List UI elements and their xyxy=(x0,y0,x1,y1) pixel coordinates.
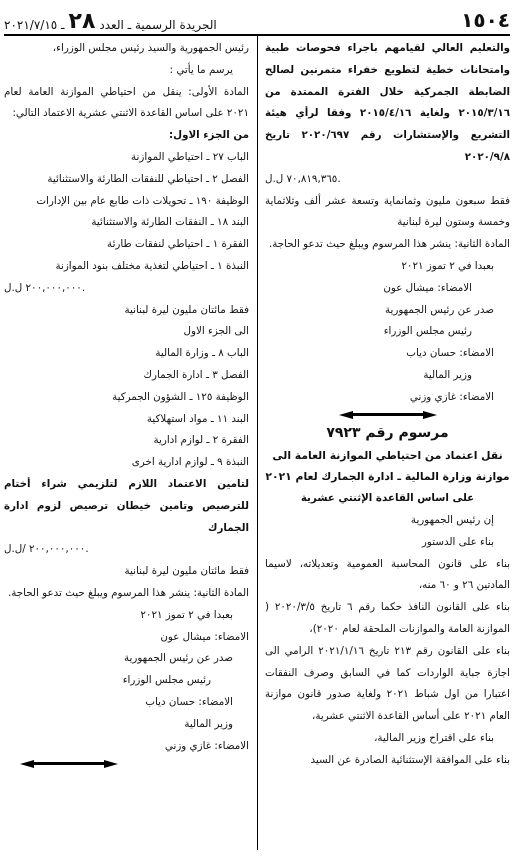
budget-line: البند ١١ ـ مواد استهلاكية xyxy=(146,412,249,425)
article-2: المادة الثانية: ينشر هذا المرسوم ويبلغ حيث تدعو الحاجة. xyxy=(7,586,249,599)
column-divider xyxy=(257,36,258,850)
budget-line: الى الجزء الاول xyxy=(183,325,249,338)
budget-line: الوظيفة ١٩٠ ـ تحويلات ذات طابع عام بين الإدارات xyxy=(36,194,249,207)
left-column xyxy=(4,38,249,852)
budget-line: الفصل ٢ ـ احتياطي للنفقات الطارئة والاستثنائية xyxy=(47,172,249,185)
budget-line: الوظيفة ١٢٥ ـ الشؤون الجمركية xyxy=(112,390,249,403)
budget-line: الباب ٢٧ ـ احتياطي الموازنة xyxy=(131,150,249,163)
decree-intro: والتعليم العالي لقيامهم باجراء فحوصات طبية وامتحانات خطية لتطويع خفراء متمرنين لصالح الضابطة الجمركية خلال الفترة الممتدة من ٢٠١٥/٣/١٦ ولغاية ٢٠١٥/٤/١٦ وفقا لرأي هيئة التشريع والإستشارات رقم ٢٠٢٠/٦٩٧ تاريخ ٢٠٢٠/٩/٨ xyxy=(265,42,510,163)
opening: رئيس الجمهورية والسيد رئيس مجلس الوزراء، xyxy=(52,42,249,54)
article-1: المادة الأولى: ينقل من احتياطي الموازنة العامة لعام ٢٠٢١ على اساس القاعدة الاثنتي عشرية الاعتماد التالي: xyxy=(4,85,249,120)
budget-line: الباب ٨ ـ وزارة المالية xyxy=(155,347,249,360)
amount-words: فقط سبعون مليون وثمانماية وتسعة عشر ألف وثلاثماية وخمسة وستون ليرة لبنانية xyxy=(265,194,510,229)
budget-line: الفقرة ٢ ـ لوازم ادارية xyxy=(153,434,249,447)
issue-number: ٢٨ xyxy=(68,9,96,34)
purpose: لتامين الاعتماد اللازم لتلزيمي شراء أختام للترصيص وتامين خيطان ترصيص لزوم ادارة الجمارك xyxy=(4,477,249,534)
gazette-title: الجريدة الرسمية ـ العدد xyxy=(99,18,217,32)
issued-by: صدر عن رئيس الجمهورية xyxy=(123,652,233,665)
amount-2: ٢٠٠,٠٠٠,٠٠٠ /ل.ل. xyxy=(4,543,89,556)
decree-basis: على اساس القاعدة الإثنتي عشرية xyxy=(300,492,475,505)
budget-line: النبذة ١ ـ احتياطي لتغذية مختلف بنود الموازنة xyxy=(55,259,249,272)
budget-line: الفصل ٣ ـ ادارة الجمارك xyxy=(143,368,249,381)
budget-line: الفقرة ١ ـ احتياطي لنفقات طارئة xyxy=(107,238,249,251)
fm-title: وزير المالية xyxy=(423,368,472,381)
amount-1-words: فقط مائتان مليون ليرة لبنانية xyxy=(124,303,249,316)
issue-date: ـ ٢٠٢١/٧/١٥ xyxy=(4,18,65,32)
amount-1: ٢٠٠,٠٠٠,٠٠٠ ل.ل. xyxy=(4,281,86,294)
decrees-line: يرسم ما يأتي : xyxy=(169,63,233,76)
section-separator xyxy=(265,409,510,421)
preamble-constitution: بناء على الدستور xyxy=(421,535,494,548)
pm-signature: الامضاء: حسان دياب xyxy=(406,347,494,360)
preamble-proposal: بناء على اقتراح وزير المالية، xyxy=(374,731,494,744)
president-signature: الامضاء: ميشال عون xyxy=(383,281,472,294)
amount: ٧٠,٨١٩,٣٦٥ ل.ل. xyxy=(265,172,341,185)
preamble-law6: بناء على القانون النافذ حكما رقم ٦ تاريخ ٢٠٢٠/٣/٥ ( الموازنة العامة والموازنات الملحقة لعام ٢٠٢٠)، xyxy=(265,601,510,635)
pm-signature: الامضاء: حسان دياب xyxy=(145,695,233,708)
preamble-approval: بناء على الموافقة الإستثنائية الصادرة عن السيد xyxy=(310,753,510,766)
date-line: بعبدا في ٢ تموز ٢٠٢١ xyxy=(140,608,233,621)
fm-title: وزير المالية xyxy=(184,717,233,730)
preamble-law213: بناء على القانون رقم ٢١٣ تاريخ ٢٠٢١/١/١٦ الرامي الى اجازة جباية الواردات كما في السابق وصرف النفقات اعتبارا من اول شباط ٢٠٢١ ولغاية صدور قانون موازنة العام ٢٠٢١ على أساس القاعدة الاثنتي عشرية، xyxy=(265,644,510,723)
pm-title: رئيس مجلس الوزراء xyxy=(383,325,472,338)
fm-signature: الامضاء: غازي وزني xyxy=(164,739,249,752)
pm-title: رئيس مجلس الوزراء xyxy=(122,674,211,687)
budget-line: البند ١٨ ـ النفقات الطارئة والاستثنائية xyxy=(91,216,249,229)
budget-line: النبذة ٩ ـ لوازم ادارية اخرى xyxy=(131,456,249,469)
decree-number: مرسوم رقم ٧٩٢٣ xyxy=(326,424,449,441)
section-separator xyxy=(4,757,249,769)
page-header xyxy=(4,4,510,36)
president-signature: الامضاء: ميشال عون xyxy=(160,630,249,643)
date-line: بعبدا في ٢ تموز ٢٠٢١ xyxy=(401,259,494,272)
gazette-masthead xyxy=(4,9,217,34)
amount-2-words: فقط مائتان مليون ليرة لبنانية xyxy=(124,565,249,578)
president-intro: إن رئيس الجمهورية xyxy=(410,513,494,526)
right-column xyxy=(265,38,510,852)
issued-by: صدر عن رئيس الجمهورية xyxy=(384,303,494,316)
page-number: ١٥٠٤ xyxy=(461,8,510,32)
article-2: المادة الثانية: ينشر هذا المرسوم ويبلغ حيث تدعو الحاجة. xyxy=(268,238,510,251)
preamble-accounting: بناء على قانون المحاسبة العمومية وتعديلاته، لاسيما المادتين ٢٦ و ٦٠ منه، xyxy=(265,557,510,592)
fm-signature: الامضاء: غازي وزني xyxy=(409,390,494,403)
from-part: من الجزء الاول: xyxy=(169,129,249,142)
decree-subject: نقل اعتماد من احتياطي الموازنة العامة الى موازنة وزارة المالية ـ ادارة الجمارك لعام ٢٠٢١ xyxy=(265,448,510,484)
